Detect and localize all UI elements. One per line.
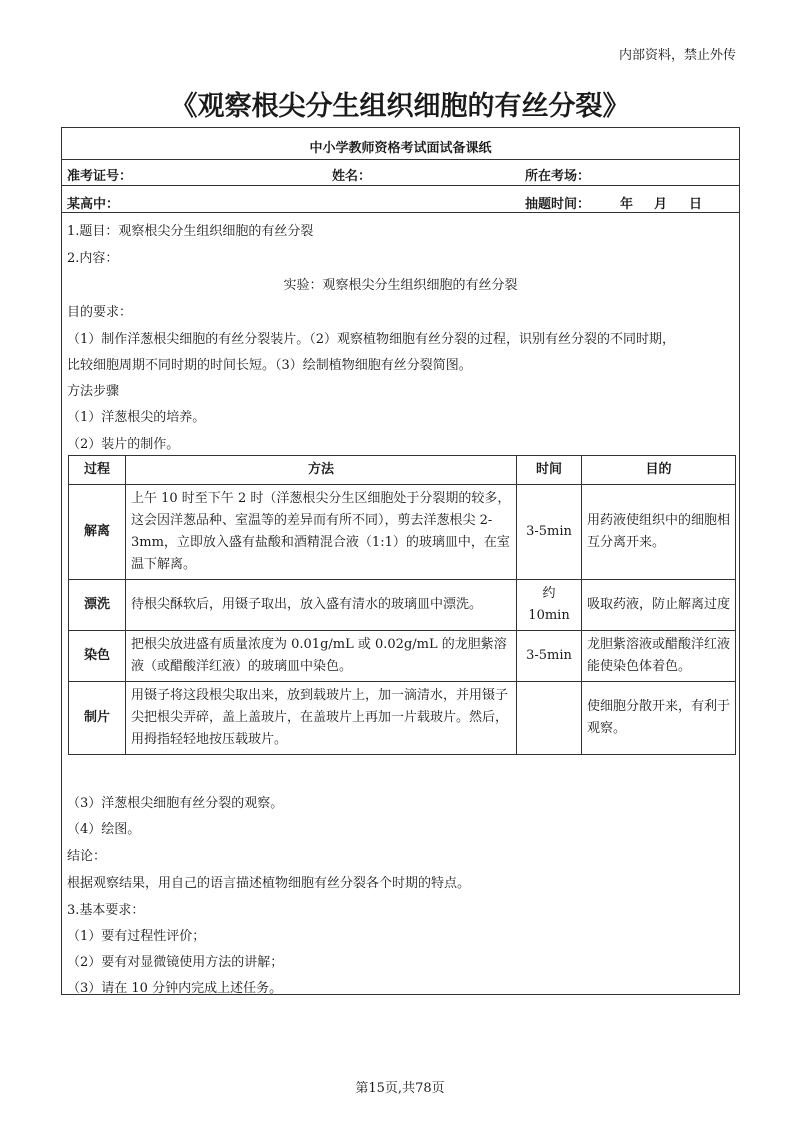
- purpose-line-2: 比较细胞周期不同时期的时间长短。（3）绘制植物细胞有丝分裂简图。: [67, 358, 472, 373]
- step-3: （3）洋葱根尖细胞有丝分裂的观察。: [67, 796, 284, 811]
- draw-time-label: 抽题时间：: [525, 197, 591, 212]
- form-header: 中小学教师资格考试面试备课纸: [309, 141, 492, 156]
- conclusion-label: 结论：: [67, 849, 107, 864]
- requirement-3: （3）请在 10 分钟内完成上述任务。: [67, 981, 283, 996]
- purpose-cell: 吸取药液，防止解离过度: [582, 580, 736, 631]
- experiment-title: 实验：观察根尖分生组织细胞的有丝分裂: [283, 278, 518, 293]
- method-cell: 待根尖酥软后，用镊子取出，放入盛有清水的玻璃皿中漂洗。: [126, 580, 517, 631]
- time-cell: 3-5min: [517, 631, 582, 682]
- header-purpose: 目的: [582, 456, 736, 485]
- process-cell: 解离: [69, 485, 126, 580]
- table-header-row: [69, 456, 736, 485]
- table-row: [69, 631, 736, 682]
- purpose-label: 目的要求：: [67, 305, 133, 320]
- requirement-2: （2）要有对显微镜使用方法的讲解；: [67, 955, 284, 970]
- requirement-1: （1）要有过程性评价；: [67, 929, 206, 944]
- process-cell: 染色: [69, 631, 126, 682]
- month-label: 月: [654, 197, 668, 212]
- school-label: 某高中：: [67, 197, 120, 212]
- purpose-cell: 用药液使组织中的细胞相互分离开来。: [582, 485, 736, 580]
- exam-site-label: 所在考场：: [525, 169, 591, 184]
- procedure-table: [68, 455, 736, 755]
- requirements-label: 3.基本要求：: [67, 903, 145, 918]
- divider: [62, 212, 739, 213]
- purpose-line-1: （1）制作洋葱根尖细胞的有丝分裂装片。（2）观察植物细胞有丝分裂的过程，识别有丝分裂的不同时期，: [67, 332, 676, 347]
- page-title: 《观察根尖分生组织细胞的有丝分裂》: [170, 91, 630, 122]
- table-row: [69, 682, 736, 755]
- time-cell: 3-5min: [517, 485, 582, 580]
- divider: [62, 185, 739, 186]
- conclusion-text: 根据观察结果，用自己的语言描述植物细胞有丝分裂各个时期的特点。: [67, 876, 471, 891]
- year-label: 年: [620, 197, 634, 212]
- step-2: （2）装片的制作。: [67, 437, 180, 452]
- day-label: 日: [689, 197, 703, 212]
- process-cell: 漂洗: [69, 580, 126, 631]
- confidential-notice: 内部资料，禁止外传: [618, 48, 736, 63]
- header-time: 时间: [517, 456, 582, 485]
- table-row: [69, 580, 736, 631]
- method-label: 方法步骤: [67, 384, 120, 399]
- lesson-plan-form: [61, 127, 740, 995]
- step-4: （4）绘图。: [67, 822, 141, 837]
- time-cell: [517, 682, 582, 755]
- page-number: 第15页,共78页: [355, 1081, 445, 1096]
- table-row: [69, 485, 736, 580]
- content-label: 2.内容：: [67, 251, 119, 266]
- purpose-cell: 使细胞分散开来，有利于观察。: [582, 682, 736, 755]
- exam-number-label: 准考证号：: [67, 169, 133, 184]
- method-cell: 上午 10 时至下午 2 时（洋葱根尖分生区细胞处于分裂期的较多，这会因洋葱品种、室温等的差异而有所不同），剪去洋葱根尖 2-3mm，立即放入盛有盐酸和酒精混合液（1:1）的玻璃皿中，在室温下解离。: [126, 485, 517, 580]
- topic-line: 1.题目：观察根尖分生组织细胞的有丝分裂: [67, 224, 314, 239]
- method-cell: 用镊子将这段根尖取出来，放到载玻片上，加一滴清水，并用镊子尖把根尖弄碎，盖上盖玻片，在盖玻片上再加一片载玻片。然后，用拇指轻轻地按压载玻片。: [126, 682, 517, 755]
- name-label: 姓名：: [332, 169, 372, 184]
- purpose-cell: 龙胆紫溶液或醋酸洋红液能使染色体着色。: [582, 631, 736, 682]
- step-1: （1）洋葱根尖的培养。: [67, 410, 206, 425]
- process-cell: 制片: [69, 682, 126, 755]
- time-cell: 约 10min: [517, 580, 582, 631]
- method-cell: 把根尖放进盛有质量浓度为 0.01g/mL 或 0.02g/mL 的龙胆紫溶液（或醋酸洋红液）的玻璃皿中染色。: [126, 631, 517, 682]
- divider: [62, 159, 739, 160]
- header-process: 过程: [69, 456, 126, 485]
- header-method: 方法: [126, 456, 517, 485]
